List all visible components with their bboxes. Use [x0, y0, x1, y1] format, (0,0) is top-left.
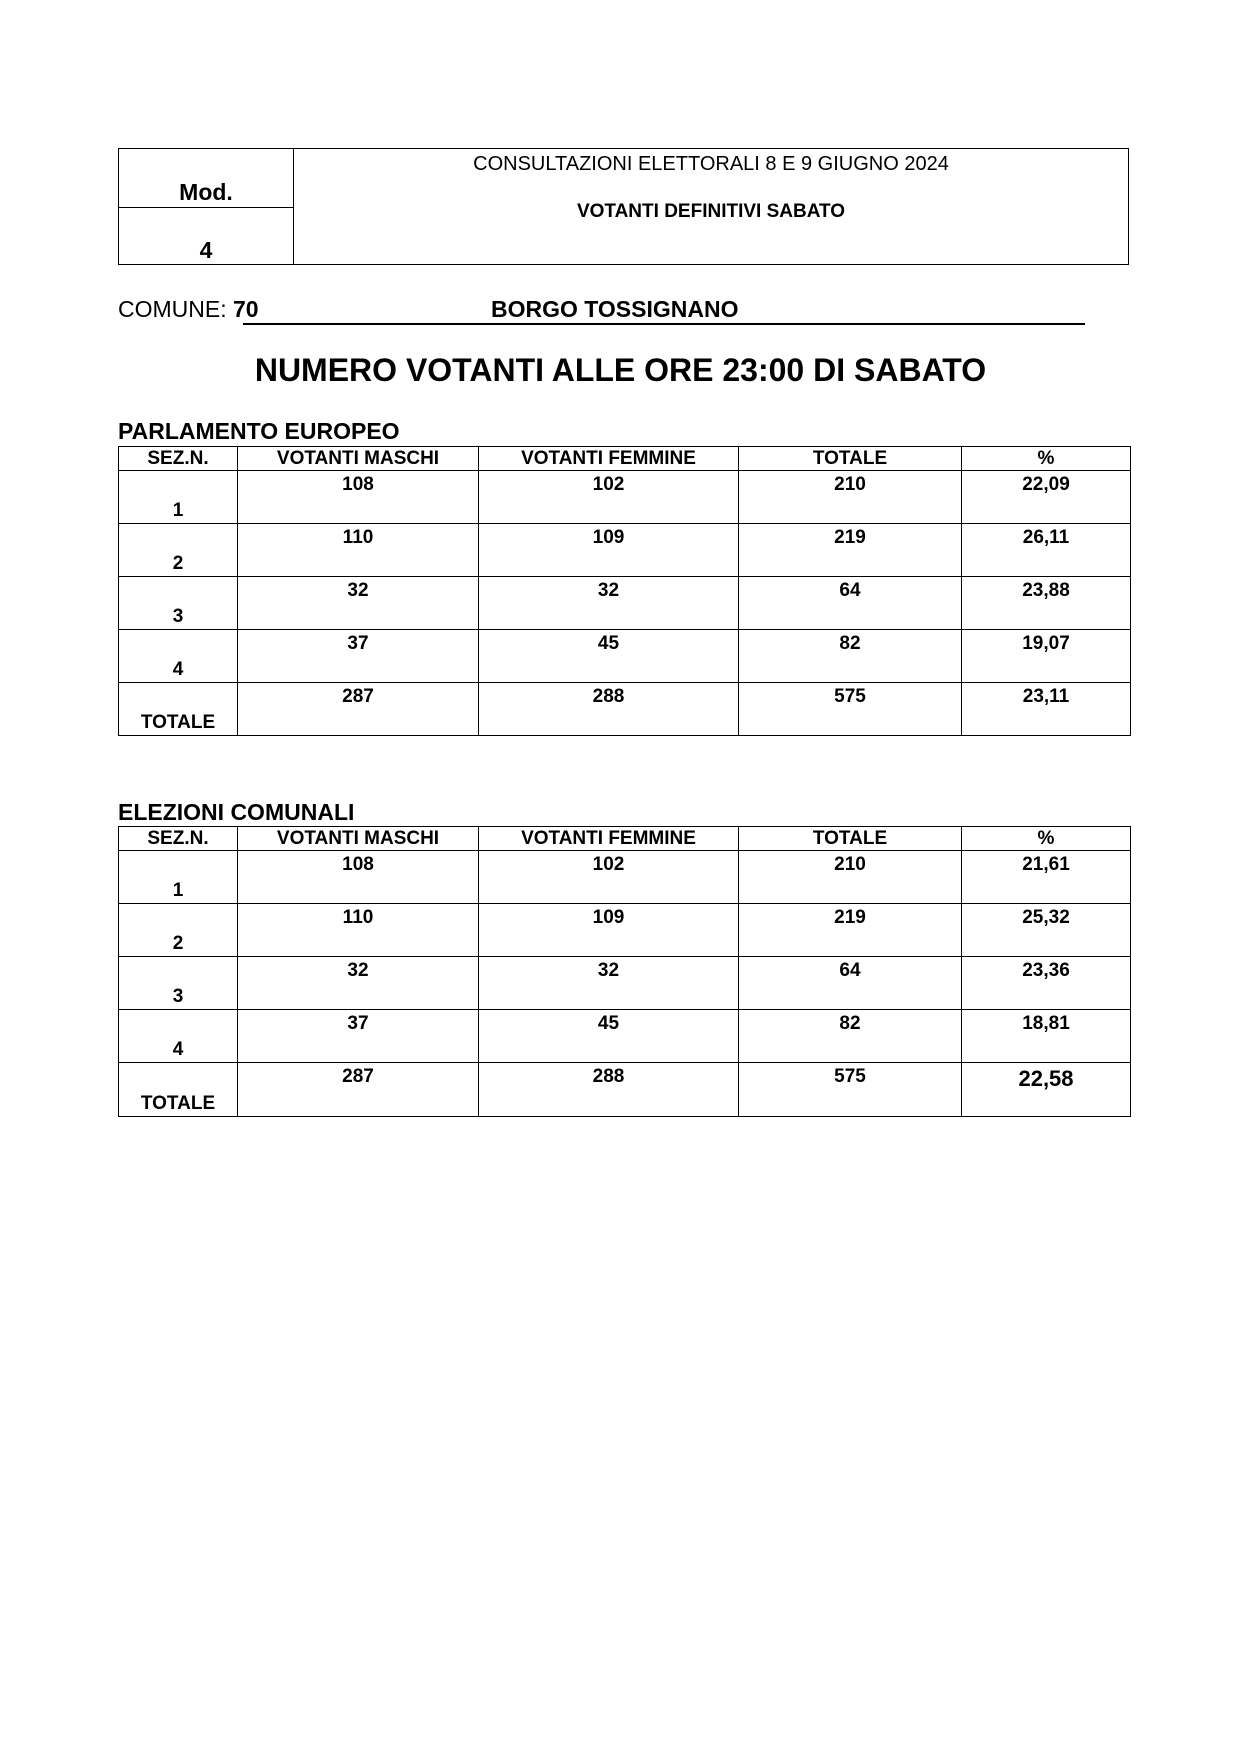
cell-totale: 219	[739, 524, 962, 577]
cell-totale: 82	[739, 630, 962, 683]
col-header-sez: SEZ.N.	[119, 827, 238, 851]
election-title: CONSULTAZIONI ELETTORALI 8 E 9 GIUGNO 2024	[473, 153, 949, 175]
cell-sez: 4	[119, 630, 238, 683]
cell-maschi: 37	[238, 630, 479, 683]
table-row	[119, 630, 1131, 683]
cell-pct: 18,81	[962, 1010, 1131, 1063]
table-comunali	[118, 826, 1131, 1117]
table-header-row	[119, 827, 1131, 851]
cell-femmine: 288	[479, 683, 739, 736]
cell-totale: 575	[739, 683, 962, 736]
cell-pct: 22,58	[962, 1063, 1131, 1117]
cell-sez: 3	[119, 957, 238, 1010]
cell-femmine: 109	[479, 524, 739, 577]
comune-label: COMUNE:	[118, 296, 227, 322]
cell-femmine: 102	[479, 471, 739, 524]
cell-pct: 23,36	[962, 957, 1131, 1010]
cell-maschi: 287	[238, 683, 479, 736]
cell-pct: 21,61	[962, 851, 1131, 904]
cell-maschi: 108	[238, 471, 479, 524]
col-header-femmine: VOTANTI FEMMINE	[479, 827, 739, 851]
table-total-row	[119, 1063, 1131, 1117]
comune-underline	[243, 323, 1085, 325]
cell-maschi: 287	[238, 1063, 479, 1117]
cell-maschi: 108	[238, 851, 479, 904]
cell-totale: 210	[739, 851, 962, 904]
table-row	[119, 957, 1131, 1010]
header-info	[294, 149, 1128, 264]
cell-sez: 3	[119, 577, 238, 630]
cell-sez: 4	[119, 1010, 238, 1063]
comune-line	[118, 296, 739, 323]
table-row	[119, 1010, 1131, 1063]
mod-box	[119, 149, 294, 264]
cell-femmine: 32	[479, 577, 739, 630]
cell-femmine: 102	[479, 851, 739, 904]
table-row	[119, 577, 1131, 630]
cell-maschi: 37	[238, 1010, 479, 1063]
cell-sez: 2	[119, 524, 238, 577]
cell-femmine: 45	[479, 630, 739, 683]
cell-pct: 23,11	[962, 683, 1131, 736]
cell-sez: 2	[119, 904, 238, 957]
cell-totale: 64	[739, 957, 962, 1010]
cell-sez: 1	[119, 851, 238, 904]
col-header-pct: %	[962, 447, 1131, 471]
cell-femmine: 288	[479, 1063, 739, 1117]
cell-totale: 210	[739, 471, 962, 524]
cell-sez-totale: TOTALE	[119, 1063, 238, 1117]
col-header-totale: TOTALE	[739, 447, 962, 471]
cell-maschi: 110	[238, 524, 479, 577]
cell-sez: 1	[119, 471, 238, 524]
cell-pct: 22,09	[962, 471, 1131, 524]
col-header-maschi: VOTANTI MASCHI	[238, 447, 479, 471]
cell-totale: 82	[739, 1010, 962, 1063]
table-row	[119, 471, 1131, 524]
table-header-row	[119, 447, 1131, 471]
table-row	[119, 904, 1131, 957]
cell-femmine: 32	[479, 957, 739, 1010]
cell-maschi: 110	[238, 904, 479, 957]
cell-pct: 19,07	[962, 630, 1131, 683]
comune-code: 70	[233, 296, 259, 322]
col-header-totale: TOTALE	[739, 827, 962, 851]
table-europeo	[118, 446, 1131, 736]
cell-pct: 25,32	[962, 904, 1131, 957]
col-header-femmine: VOTANTI FEMMINE	[479, 447, 739, 471]
table-row	[119, 524, 1131, 577]
cell-femmine: 45	[479, 1010, 739, 1063]
form-subtitle: VOTANTI DEFINITIVI SABATO	[576, 201, 846, 222]
form-header	[118, 148, 1129, 265]
comune-name: BORGO TOSSIGNANO	[491, 296, 739, 322]
table-total-row	[119, 683, 1131, 736]
mod-label: Mod.	[119, 149, 293, 208]
section-title-europeo: PARLAMENTO EUROPEO	[118, 418, 400, 444]
cell-maschi: 32	[238, 957, 479, 1010]
col-header-pct: %	[962, 827, 1131, 851]
mod-number: 4	[199, 237, 213, 263]
cell-totale: 64	[739, 577, 962, 630]
cell-sez-totale: TOTALE	[119, 683, 238, 736]
cell-totale: 219	[739, 904, 962, 957]
cell-maschi: 32	[238, 577, 479, 630]
col-header-maschi: VOTANTI MASCHI	[238, 827, 479, 851]
cell-totale: 575	[739, 1063, 962, 1117]
col-header-sez: SEZ.N.	[119, 447, 238, 471]
cell-pct: 23,88	[962, 577, 1131, 630]
page-title: NUMERO VOTANTI ALLE ORE 23:00 DI SABATO	[254, 352, 987, 388]
section-title-comunali: ELEZIONI COMUNALI	[118, 799, 355, 825]
cell-femmine: 109	[479, 904, 739, 957]
cell-pct: 26,11	[962, 524, 1131, 577]
table-row	[119, 851, 1131, 904]
